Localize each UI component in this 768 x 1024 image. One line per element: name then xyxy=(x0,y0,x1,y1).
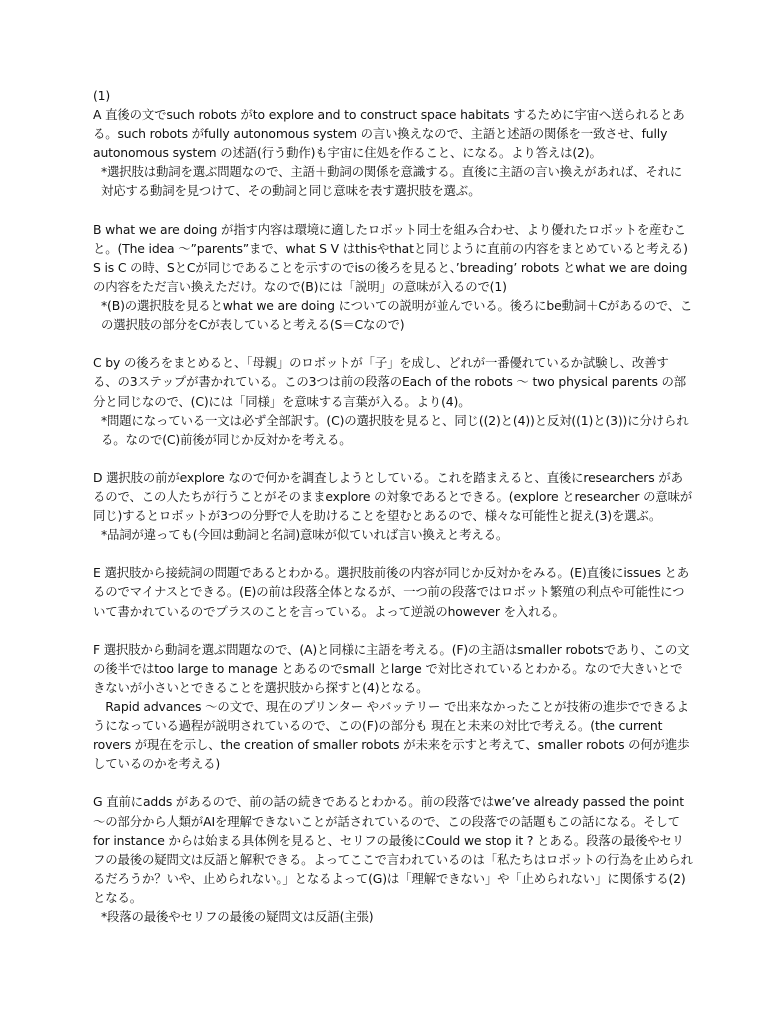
paragraph-gap xyxy=(93,773,693,792)
section-f xyxy=(93,640,693,774)
section-paragraph: C by の後ろをまとめると、「母親」のロボットが「子」を成し、どれが一番優れているか試験し、改善する、の3ステップが書かれている。この3つは前の段落のEach of the robots 〜 two physical parents の部分と同じなので、(C)には「同様」を意味する言葉が入る。より(4)。 xyxy=(93,355,687,409)
section-a xyxy=(93,105,693,200)
section-note: *品詞が違っても(今回は動詞と名詞)意味が似ていれば言い換えと考える。 xyxy=(101,527,509,543)
section-paragraph: S is C の時、SとCが同じであることを示すのでisの後ろを見ると、’breading’ robots とwhat we are doing の内容をただ言い換えただけ。なので(B)には「説明」の意味が入るので(1) xyxy=(93,259,688,294)
paragraph-gap xyxy=(93,334,693,353)
section-paragraph: E 選択肢から接続詞の問題であるとわかる。選択肢前後の内容が同じか反対かをみる。(E)直後にissues とあるのでマイナスとできる。(E)の前は段落全体となるが、一つ前の段落ではロボット繁殖の利点や可能性について書かれているのでプラスのことを言っている。よって逆説のhowever を入れる。 xyxy=(93,565,690,619)
paragraph-gap xyxy=(93,621,693,640)
section-b xyxy=(93,220,693,335)
paragraph-gap xyxy=(93,544,693,563)
section-paragraph: F 選択肢から動詞を選ぶ問題なので、(A)と同様に主語を考える。(F)の主語はsmaller robotsであり、この文の後半ではtoo large to manage とあるのでsmall とlarge で対比されているとわかる。なので大きいとできないが小さいとできることを選択肢から探すと(4)となる。 xyxy=(93,641,690,695)
paragraph-gap xyxy=(93,201,693,220)
document-body xyxy=(93,86,693,926)
section-note: *(B)の選択肢を見るとwhat we are doing についての説明が並んでいる。後ろにbe動詞＋Cがあるので、この選択肢の部分をCが表していると考える(S＝Cなので) xyxy=(101,298,693,333)
section-c xyxy=(93,353,693,448)
paragraph-gap xyxy=(93,449,693,468)
section-paragraph: B what we are doing が指す内容は環境に適したロボット同士を組み合わせ、より優れたロボットを産むこと。(The idea 〜”parents”まで、what S V はthisやthatと同じように直前の内容をまとめていると考える) xyxy=(93,221,688,256)
section-paragraph: Rapid advances 〜の文で、現在のプリンター やバッテリー で出来なかったことが技術の進歩でできるようになっている過程が説明されているので、この(F)の部分も 現在と未来の対比で考える。(the current rovers が現在を示し、the creation of smaller robots が未来を示すと考えて、smaller robots の何が進歩しているのかを考える) xyxy=(93,699,690,772)
section-note: *選択肢は動詞を選ぶ問題なので、主語＋動詞の関係を意識する。直後に主語の言い換えがあれば、それに対応する動詞を見つけて、その動詞と同じ意味を表す選択肢を選ぶ。 xyxy=(101,164,683,199)
section-note: *問題になっている一文は必ず全部訳す。(C)の選択肢を見ると、同じ((2)と(4))と反対((1)と(3))に分けられる。なので(C)前後が同じか反対かを考える。 xyxy=(101,412,689,447)
section-note: *段落の最後やセリフの最後の疑問文は反語(主張) xyxy=(101,909,374,925)
section-paragraph: G 直前にadds があるので、前の話の続きであるとわかる。前の段落ではwe’ve already passed the point 〜の部分から人類がAIを理解できないことが話されているので、この段落での話題もこの話になる。そしてfor instance からは始まる具体例を見ると、セリフの最後にCould we stop it ? とある。段落の最後やセリフの最後の疑問文は反語と解釈できる。よってここで言われているのは「私たちはロボットの行為を止められるだろうか？いや、止められない。」となるよって(G)は「理解できない」や「止められない」に関係する(2)となる。 xyxy=(93,794,693,905)
section-e xyxy=(93,563,693,620)
section-paragraph: A 直後の文でsuch robots がto explore and to construct space habitats するために宇宙へ送られるとある。such robots がfully autonomous system の言い換えなので、主語と述語の関係を一致させ、fully autonomous system の述語(行う動作)も宇宙に住処を作ること、になる。より答えは(2)。 xyxy=(93,107,685,161)
section-g xyxy=(93,792,693,926)
section-paragraph: D 選択肢の前がexplore なので何かを調査しようとしている。これを踏まえると、直後にresearchers があるので、この人たちが行うことがそのままexplore の対象であるとできる。(explore とresearcher の意味が同じ)するとロボットが3つの分野で人を助けることを望むとあるので、様々な可能性と捉え(3)を選ぶ。 xyxy=(93,469,693,524)
question-number: (1) xyxy=(93,88,111,103)
section-d xyxy=(93,468,693,544)
